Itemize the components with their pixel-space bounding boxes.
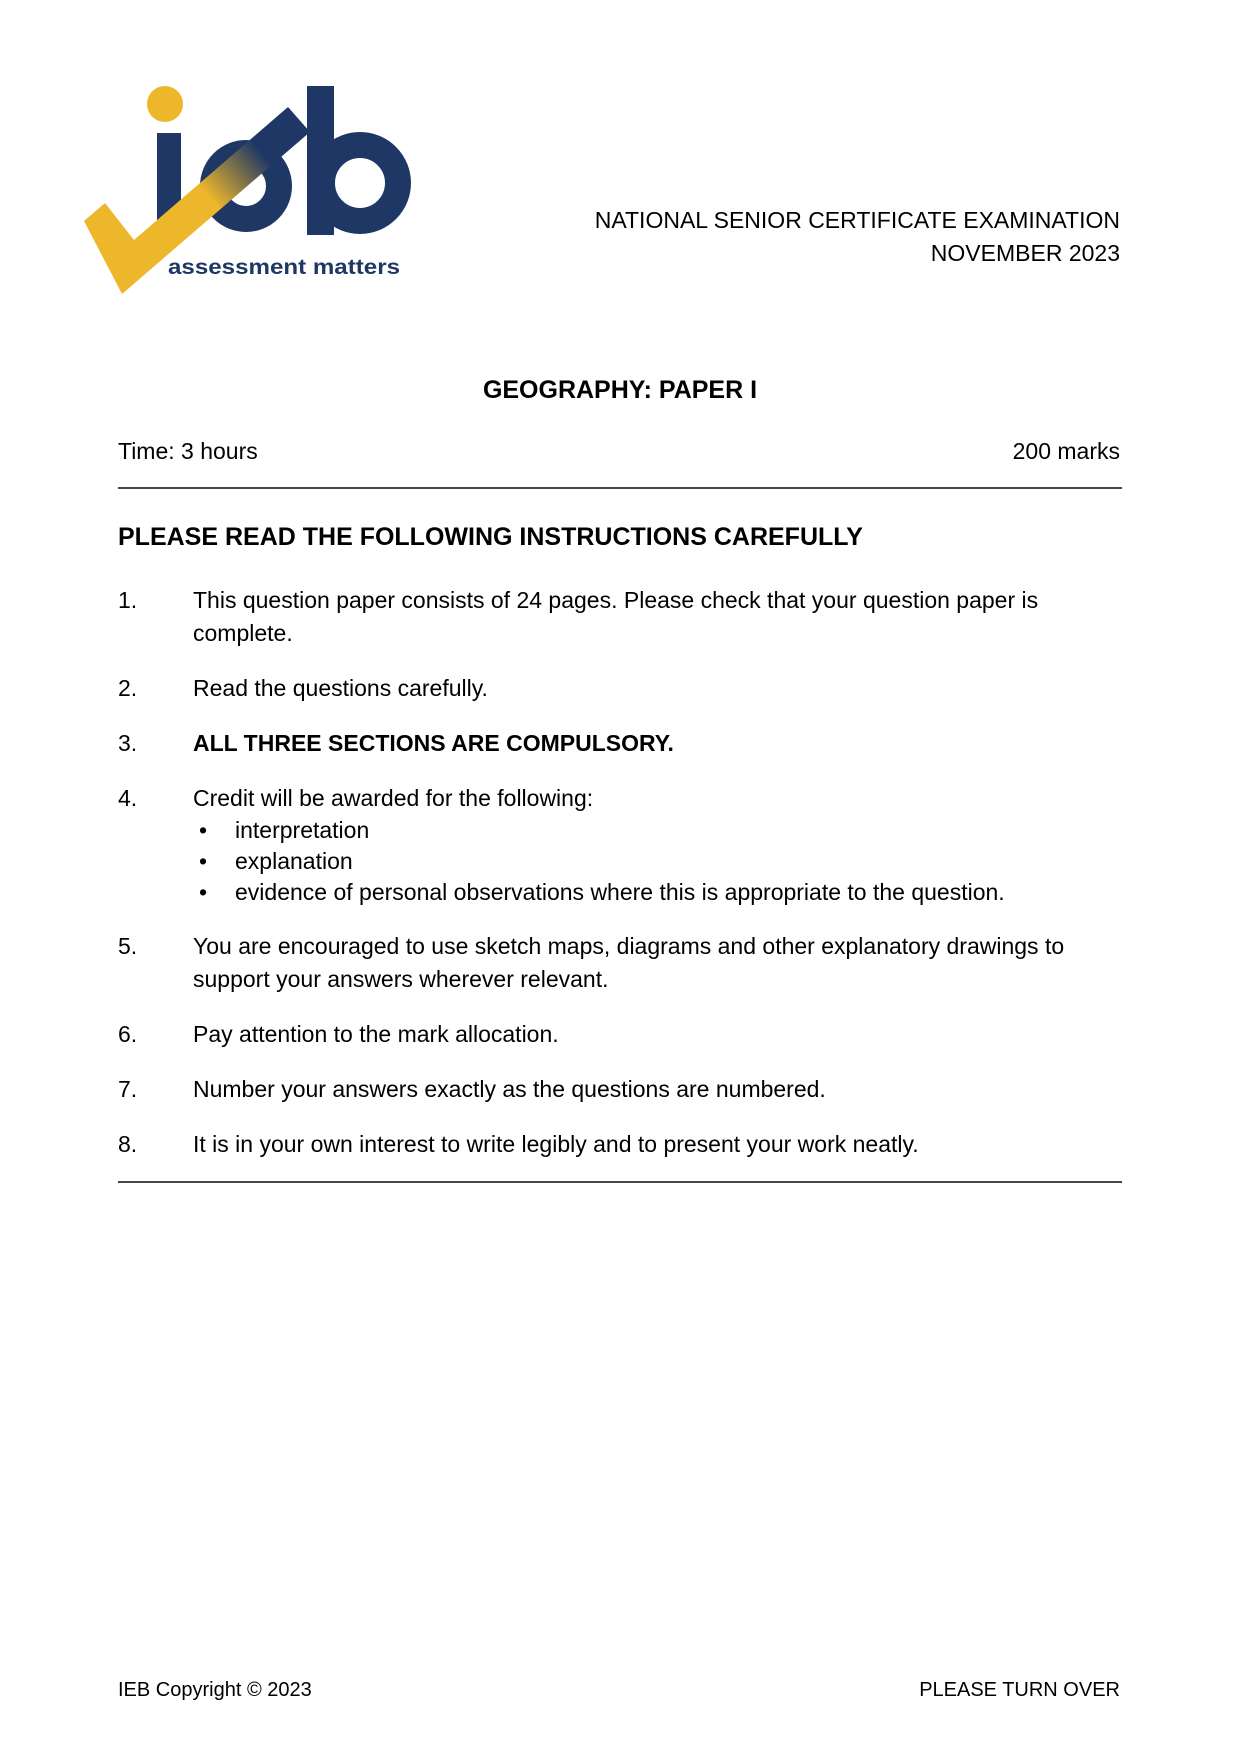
instruction-text bbox=[193, 782, 1133, 908]
instruction-number: 6. bbox=[118, 1021, 138, 1047]
instruction-item-4 bbox=[118, 782, 1133, 908]
logo-tagline: assessment matters bbox=[168, 256, 400, 279]
bullet-item: • explanation bbox=[193, 846, 1133, 877]
credit-bullet-list bbox=[193, 815, 1133, 908]
instruction-item-1 bbox=[118, 584, 1133, 650]
instruction-item-6 bbox=[118, 1018, 1133, 1051]
paper-title: GEOGRAPHY: PAPER I bbox=[482, 376, 758, 404]
instructions-section bbox=[118, 521, 1133, 1183]
time-allocation: Time: 3 hours bbox=[118, 438, 258, 464]
instruction-text: You are encouraged to use sketch maps, diagrams and other explanatory drawings to support your answers wherever relevant. bbox=[193, 933, 1065, 992]
bullet-item: • evidence of personal observations where this is appropriate to the question. bbox=[193, 877, 1133, 908]
instruction-number: 4. bbox=[118, 785, 138, 811]
instruction-number: 7. bbox=[118, 1076, 138, 1102]
instruction-lead: Credit will be awarded for the following: bbox=[193, 785, 594, 811]
instruction-text: Number your answers exactly as the questions are numbered. bbox=[193, 1076, 826, 1102]
instruction-item-2 bbox=[118, 672, 1133, 705]
instruction-number: 5. bbox=[118, 933, 138, 959]
exam-session-header bbox=[595, 204, 1120, 270]
logo-i-dot bbox=[147, 86, 183, 122]
bullet-item: • interpretation bbox=[193, 815, 1133, 846]
paper-meta bbox=[118, 435, 1120, 468]
instruction-number: 1. bbox=[118, 587, 138, 613]
logo-letter-b-stem bbox=[307, 86, 334, 235]
instruction-text: This question paper consists of 24 pages. Please check that your question paper is complete. bbox=[193, 587, 1039, 646]
instruction-text: It is in your own interest to write legibly and to present your work neatly. bbox=[193, 1131, 919, 1157]
instruction-text: Pay attention to the mark allocation. bbox=[193, 1021, 559, 1047]
bottom-divider bbox=[118, 1181, 1122, 1183]
instruction-number: 3. bbox=[118, 730, 138, 756]
exam-date: NOVEMBER 2023 bbox=[930, 240, 1120, 266]
instruction-number: 8. bbox=[118, 1131, 138, 1157]
instruction-item-5 bbox=[118, 930, 1133, 996]
instruction-number: 2. bbox=[118, 675, 138, 701]
total-marks: 200 marks bbox=[1012, 438, 1120, 464]
instruction-item-3 bbox=[118, 727, 1133, 760]
instructions-heading: PLEASE READ THE FOLLOWING INSTRUCTIONS CAREFULLY bbox=[118, 523, 863, 551]
exam-name: NATIONAL SENIOR CERTIFICATE EXAMINATION bbox=[594, 207, 1120, 233]
instruction-text: Read the questions carefully. bbox=[193, 675, 488, 701]
instruction-item-7 bbox=[118, 1073, 1133, 1106]
instruction-item-8 bbox=[118, 1128, 1133, 1161]
turn-over-notice: PLEASE TURN OVER bbox=[919, 1679, 1120, 1701]
page-footer bbox=[118, 1678, 1120, 1702]
ieb-logo-graphic bbox=[72, 70, 417, 310]
copyright-notice: IEB Copyright © 2023 bbox=[118, 1679, 312, 1701]
top-divider bbox=[118, 487, 1122, 489]
instruction-text: ALL THREE SECTIONS ARE COMPULSORY. bbox=[193, 730, 674, 756]
ieb-logo bbox=[72, 70, 417, 310]
